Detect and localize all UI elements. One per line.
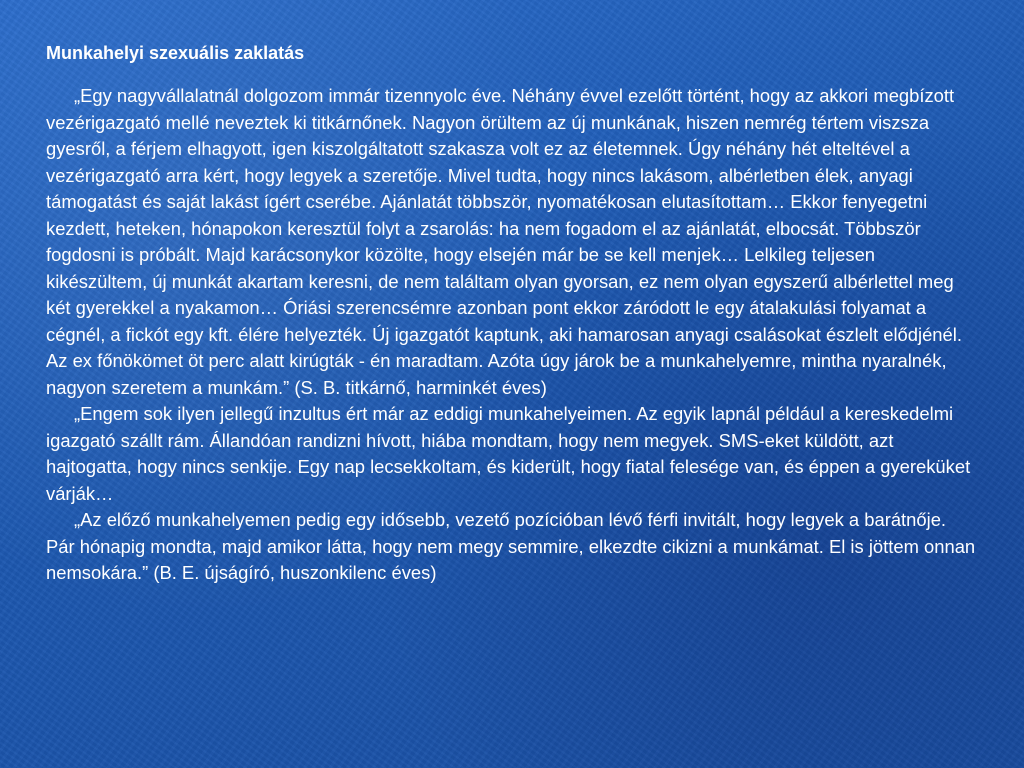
testimony-paragraph-3: „Az előző munkahelyemen pedig egy idősebb, vezető pozícióban lévő férfi invitált, hogy legyek a barátnője. Pár hónapig mondta, majd amikor látta, hogy nem megy semmire, elkezdte cikizni a munkámat. El is jöttem onnan nemsokára.” (B. E. újságíró, huszonkilenc éves) bbox=[46, 509, 976, 583]
slide-content bbox=[46, 40, 976, 587]
slide-title: Munkahelyi szexuális zaklatás bbox=[46, 43, 305, 63]
testimony-paragraph-1: „Egy nagyvállalatnál dolgozom immár tizennyolc éve. Néhány évvel ezelőtt történt, hogy az akkori megbízott vezérigazgató mellé neveztek ki titkárnőnek. Nagyon örültem az új munkának, hiszen nemrég tértem viszsza gyesről, a férjem elhagyott, igen kiszolgáltatott szakasza volt ez az életemnek. Úgy néhány hét elteltével a vezérigazgató arra kért, hogy legyek a szeretője. Mivel tudta, hogy nincs lakásom, albérletben élek, anyagi támogatást és saját lakást ígért cserébe. Ajánlatát többször, nyomatékosan elutasítottam… Ekkor fenyegetni kezdett, heteken, hónapokon keresztül folyt a zsarolás: ha nem fogadom el az ajánlatát, elbocsát. Többször fogdosni is próbált. Majd karácsonykor közölte, hogy elsején már be se kell menjek… Lelkileg teljesen kikészültem, új munkát akartam keresni, de nem találtam olyan gyorsan, ez nem olyan egyszerű albérlettel meg két gyerekkel a nyakamon… Óriási szerencsémre azonban pont ekkor záródott le egy átalakulási folyamat a cégnél, a fickót egy kft. élére helyezték. Új igazgatót kaptunk, aki hamarosan anyagi csalásokat észlelt elődjénél. Az ex főnökömet öt perc alatt kirúgták - én maradtam. Azóta úgy járok be a munkahelyemre, mintha nyaralnék, nagyon szeretem a munkám.” (S. B. titkárnő, harminkét éves) bbox=[46, 85, 962, 398]
testimony-paragraph-2: „Engem sok ilyen jellegű inzultus ért már az eddigi munkahelyeimen. Az egyik lapnál például a kereskedelmi igazgató szállt rám. Állandóan randizni hívott, hiába mondtam, hogy nem megyek. SMS-eket küldött, azt hajtogatta, hogy nincs senkije. Egy nap lecsekkoltam, és kiderült, hogy fiatal felesége van, és éppen a gyereküket várják… bbox=[46, 403, 971, 504]
